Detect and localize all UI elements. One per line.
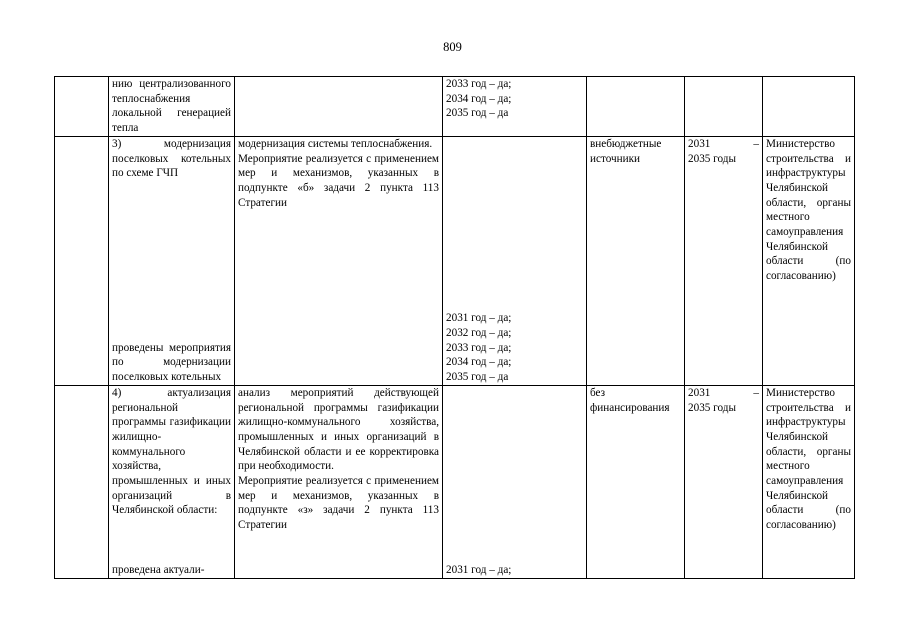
task-text: нию централизованного теплоснабжения локальной генерацией тепла xyxy=(112,78,231,135)
cell-indicator xyxy=(443,385,587,578)
period-dash: – xyxy=(753,137,759,150)
cell-funding xyxy=(587,77,685,137)
cell-number xyxy=(55,136,109,385)
indicator-line: 2031 год – да; xyxy=(446,564,512,577)
indicator-line: 2033 год – да; xyxy=(446,78,512,90)
cell-indicator xyxy=(443,77,587,137)
indicator-line: 2033 год – да; xyxy=(446,341,512,354)
period-end: 2035 годы xyxy=(688,401,736,414)
funding-source: без финансирования xyxy=(590,386,670,414)
indicator-line: 2032 год – да; xyxy=(446,327,512,339)
responsible-text: Министерство строительства и инфраструктуры Челябинской области, органы местного самоуправления Челябинской области (по согласованию) xyxy=(766,137,851,283)
cell-period xyxy=(685,385,763,578)
period-start: 2031 xyxy=(688,137,711,150)
period-start: 2031 xyxy=(688,386,711,399)
table-row xyxy=(55,77,855,137)
page-number: 809 xyxy=(443,40,462,54)
task-result: проведены мероприятия по модернизации поселковых котельных xyxy=(112,341,231,384)
indicator-line: 2034 год – да; xyxy=(446,92,512,105)
task-title: 4) актуализация региональной программы газификации жилищно-коммунального хозяйства, промышленных и иных организаций в Челябинской области: xyxy=(112,386,231,517)
cell-measure xyxy=(235,77,443,137)
indicator-line: 2034 год – да; xyxy=(446,356,512,369)
indicator-line: 2035 год – да xyxy=(446,107,509,120)
measure-text: модернизация системы теплоснабжения. xyxy=(238,137,433,150)
cell-period xyxy=(685,77,763,137)
indicator-line: 2035 год – да xyxy=(446,371,509,384)
cell-responsible xyxy=(763,385,855,578)
cell-number xyxy=(55,385,109,578)
measure-note: Мероприятие реализуется с применением мер и механизмов, указанных в подпункте «б» задачи 2 пункта 113 Стратегии xyxy=(238,152,439,209)
cell-measure xyxy=(235,136,443,385)
funding-source: внебюджетные источники xyxy=(590,137,662,165)
cell-funding xyxy=(587,136,685,385)
cell-task xyxy=(109,77,235,137)
cell-period xyxy=(685,136,763,385)
table-row xyxy=(55,385,855,578)
cell-task xyxy=(109,136,235,385)
responsible-text: Министерство строительства и инфраструктуры Челябинской области, органы местного самоуправления Челябинской области (по согласованию) xyxy=(766,386,851,532)
cell-number xyxy=(55,77,109,137)
indicator-line: 2031 год – да; xyxy=(446,312,512,325)
cell-responsible xyxy=(763,77,855,137)
period-dash: – xyxy=(753,386,759,399)
cell-funding xyxy=(587,385,685,578)
task-title: 3) модернизация поселковых котельных по схеме ГЧП xyxy=(112,137,231,180)
table-row xyxy=(55,136,855,385)
measure-note: Мероприятие реализуется с применением мер и механизмов, указанных в подпункте «з» задачи 2 пункта 113 Стратегии xyxy=(238,475,439,532)
measure-text: анализ мероприятий действующей региональной программы газификации жилищно-коммунального хозяйства, промышленных и иных организаций в Челябинской области и ее корректировка при необходимости. xyxy=(238,386,439,473)
cell-measure xyxy=(235,385,443,578)
document-table xyxy=(54,76,855,579)
cell-responsible xyxy=(763,136,855,385)
task-result: проведена актуали- xyxy=(112,564,205,577)
cell-indicator xyxy=(443,136,587,385)
period-end: 2035 годы xyxy=(688,152,736,165)
cell-task xyxy=(109,385,235,578)
